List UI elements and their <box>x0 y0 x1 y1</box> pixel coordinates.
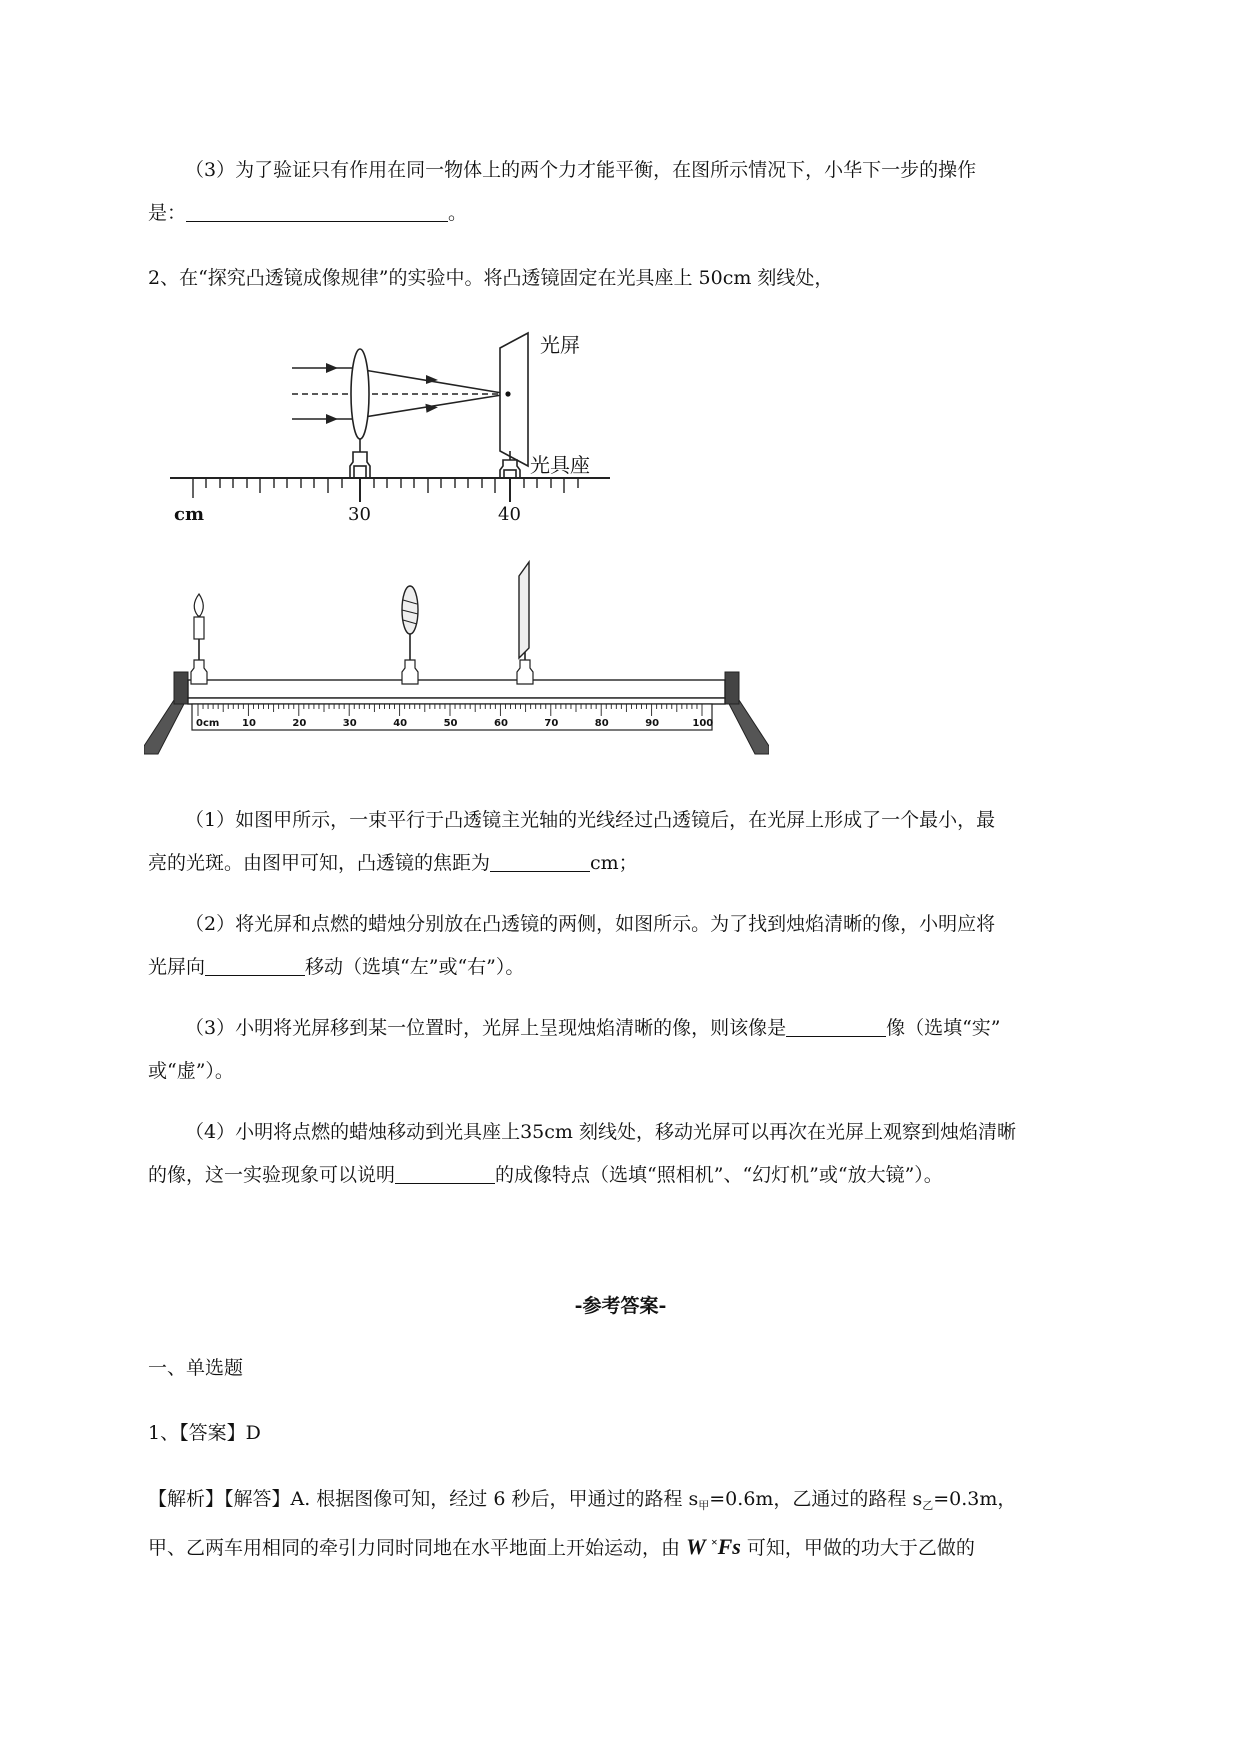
analysis-line2 <box>148 1530 975 1560</box>
formula-fs: Fs <box>717 1534 741 1559</box>
answer-item-1: 1、【答案】D <box>148 1422 261 1444</box>
bench-tick-label: 20 <box>292 718 307 729</box>
bench-tick-label: 80 <box>594 718 609 729</box>
q2-p3-line1 <box>185 1016 1001 1040</box>
q2-p1-line1: （1）如图甲所示，一束平行于凸透镜主光轴的光线经过凸透镜后，在光屏上形成了一个最小，最 <box>185 809 996 831</box>
bench-tick-label: 10 <box>242 718 256 729</box>
section-title: 一、单选题 <box>148 1357 244 1379</box>
ruler-ticks <box>193 478 578 502</box>
q1-part3-suffix: 。 <box>448 202 468 224</box>
answers-heading: -参考答案- <box>574 1295 667 1317</box>
subscript-yi: 乙 <box>922 1499 934 1512</box>
screen-on-bench <box>517 562 533 684</box>
tick-label-40: 40 <box>498 504 521 525</box>
formula-operator: × <box>710 1535 718 1549</box>
q1-part3-line1: （3）为了验证只有作用在同一物体上的两个力才能平衡，在图所示情况下，小华下一步的操作 <box>185 159 977 181</box>
bench-tick-label: 90 <box>645 718 660 729</box>
q2-p1-suffix: cm； <box>590 852 638 874</box>
candle <box>191 594 207 684</box>
q2-p1-prefix: 亮的光斑。由图甲可知，凸透镜的焦距为 <box>148 852 491 874</box>
subscript-jia: 甲 <box>698 1499 710 1512</box>
bench-tick-label: 50 <box>443 718 458 729</box>
q2-p4-prefix: 的像，这一实验现象可以说明 <box>148 1164 396 1186</box>
q2-p2-suffix: 移动（选填“左”或“右”）。 <box>305 956 525 978</box>
q1-part3-line2 <box>148 201 467 225</box>
bench-tick-label: 100 <box>692 718 714 729</box>
q2-p2-line2 <box>148 955 524 979</box>
answer-blank <box>395 1163 495 1184</box>
q2-p1-line2 <box>148 851 638 875</box>
analysis-text: 【解析】【解答】A. 根据图像可知，经过 6 秒后，甲通过的路程 s <box>148 1488 699 1510</box>
q2-p4-line1: （4）小明将点燃的蜡烛移动到光具座上35cm 刻线处，移动光屏可以再次在光屏上观察到烛焰清晰 <box>185 1121 1016 1143</box>
q1-part3-prefix: 是： <box>148 202 187 224</box>
convex-lens <box>351 349 369 439</box>
q2-p2-line1: （2）将光屏和点燃的蜡烛分别放在凸透镜的两侧，如图所示。为了找到烛焰清晰的像，小明应将 <box>185 913 996 935</box>
answer-blank <box>186 201 448 222</box>
bench-tick-label: 30 <box>342 718 357 729</box>
bench-tick-label: 60 <box>494 718 508 729</box>
q2-p2-prefix: 光屏向 <box>148 956 206 978</box>
analysis-text: =0.6m，乙通过的路程 s <box>709 1488 923 1510</box>
q2-p4-line2 <box>148 1163 943 1187</box>
analysis-text: =0.3m， <box>933 1488 1017 1510</box>
q2-p3-suffix: 像（选填“实” <box>886 1017 1001 1039</box>
analysis-line1 <box>148 1487 1016 1518</box>
answer-blank <box>786 1016 886 1037</box>
figure-b-optical-bench <box>144 560 769 760</box>
figure-a-focal-length <box>170 330 620 530</box>
analysis-text: 可知，甲做的功大于乙做的 <box>746 1537 975 1559</box>
bench-tick-label: 0cm <box>196 718 220 729</box>
ruler-unit-label: cm <box>174 504 205 525</box>
bench-tick-label: 70 <box>544 718 559 729</box>
light-screen <box>500 333 528 466</box>
q2-intro: 2、在“探究凸透镜成像规律”的实验中。将凸透镜固定在光具座上 50cm 刻线处， <box>148 267 834 289</box>
formula-w: W <box>686 1534 706 1559</box>
bench-tick-label: 40 <box>393 718 408 729</box>
formula-w-equals-fs <box>686 1534 741 1559</box>
analysis-text: 甲、乙两车用相同的牵引力同时同地在水平地面上开始运动，由 <box>148 1537 681 1559</box>
q2-p4-suffix: 的成像特点（选填“照相机”、“幻灯机”或“放大镜”）。 <box>495 1164 943 1186</box>
answer-blank <box>205 955 305 976</box>
lens-on-bench <box>402 586 418 684</box>
label-screen: 光屏 <box>540 333 580 357</box>
label-optical-bench: 光具座 <box>530 453 590 477</box>
q2-p3-line2: 或“虚”）。 <box>148 1060 234 1082</box>
q2-p3-prefix: （3）小明将光屏移到某一位置时，光屏上呈现烛焰清晰的像，则该像是 <box>185 1017 787 1039</box>
tick-label-30: 30 <box>348 504 371 525</box>
answer-blank <box>490 851 590 872</box>
